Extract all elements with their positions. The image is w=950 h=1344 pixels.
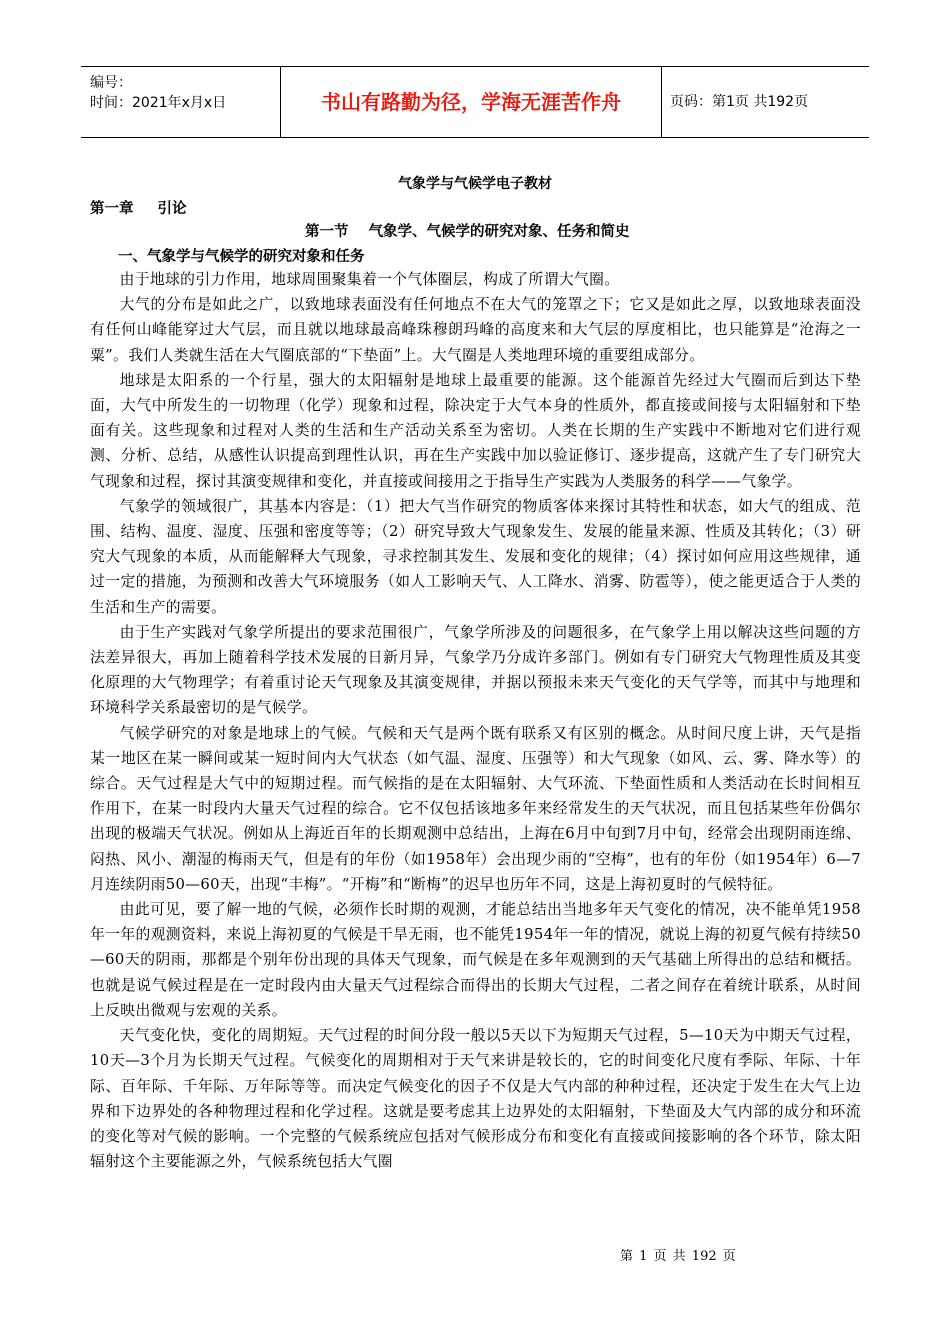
date-label: 时间：2021年x月x日: [90, 95, 227, 111]
paragraph: 由于生产实践对气象学所提出的要求范围很广，气象学所涉及的问题很多，在气象学上用以解决这些问题的方法差异很大，再加上随着科学技术发展的日新月异，气象学乃分成许多部门。例如有专门研究大气物理性质及其变化原理的大气物理学；有着重讨论天气现象及其演变规律，并据以预报未来天气变化的天气学等，而其中与地理和环境科学关系最密切的是气候学。: [90, 623, 861, 717]
chapter-heading: [90, 197, 187, 218]
section-heading: [305, 220, 630, 241]
body-text: [90, 267, 861, 1174]
paragraph: 大气的分布是如此之广，以致地球表面没有任何地点不在大气的笼罩之下；它又是如此之厚，以致地球表面没有任何山峰能穿过大气层，而且就以地球最高峰珠穆朗玛峰的高度来和大气层的厚度相比，也只能算是“沧海之一粟”。我们人类就生活在大气圈底部的“下垫面”上。大气圈是人类地理环境的重要组成部分。: [90, 296, 861, 364]
header-motto: 书山有路勤为径，学海无涯苦作舟: [321, 90, 621, 114]
paragraph: 地球是太阳系的一个行星，强大的太阳辐射是地球上最重要的能源。这个能源首先经过大气圈而后到达下垫面，大气中所发生的一切物理（化学）现象和过程，除决定于大气本身的性质外，都直接或间接与太阳辐射和下垫面有关。这些现象和过程对人类的生活和生产活动关系至为密切。人类在长期的生产实践中不断地对它们进行观测、分析、总结，从感性认识提高到理性认识，再在生产实践中加以验证修订、逐步提高，这就产生了专门研究大气现象和过程，探讨其演变规律和变化，并直接或间接用之于指导生产实践为人类服务的科学——气象学。: [90, 371, 861, 490]
paragraph: 由于地球的引力作用，地球周围聚集着一个气体圈层，构成了所谓大气圈。: [119, 271, 620, 288]
section-number: 第一节: [305, 224, 349, 240]
subheading: 一、气象学与气候学的研究对象和任务: [118, 249, 365, 265]
header-meta: [81, 67, 280, 137]
header-page-info: 页码：第1页 共192页: [670, 94, 809, 110]
chapter-name: 引论: [157, 201, 187, 217]
paragraph: 气象学的领域很广，其基本内容是：（1）把大气当作研究的物质客体来探讨其特性和状态，如大气的组成、范围、结构、温度、湿度、压强和密度等等；（2）研究导致大气现象发生、发展的能量来源、性质及其转化；（3）研究大气现象的本质，从而能解释大气现象，寻求控制其发生、发展和变化的规律；（4）探讨如何应用这些规律，通过一定的措施，为预测和改善大气环境服务（如人工影响天气、人工降水、消雾、防雹等），使之能更适合于人类的生活和生产的需要。: [90, 497, 861, 616]
paragraph: 由此可见，要了解一地的气候，必须作长时期的观测，才能总结出当地多年天气变化的情况，决不能单凭1958年一年的观测资料，来说上海初夏的气候是干旱无雨，也不能凭1954年一年的情况，就说上海的初夏气候有持续50—60天的阴雨，那都是个别年份出现的具体天气现象，而气候是在多年观测到的天气基础上所得出的总结和概括。也就是说气候过程是在一定时段内由大量天气过程综合而得出的长期大气过程，二者之间存在着统计联系，从时间上反映出微观与宏观的关系。: [90, 901, 861, 1019]
header-table: [81, 66, 869, 138]
paragraph: 气候学研究的对象是地球上的气候。气候和天气是两个既有联系又有区别的概念。从时间尺度上讲，天气是指某一地区在某一瞬间或某一短时间内大气状态（如气温、湿度、压强等）和大气现象（如风、云、雾、降水等）的综合。天气过程是大气中的短期过程。而气候指的是在太阳辐射、大气环流、下垫面性质和人类活动在长时间相互作用下，在某一时段内大量天气过程的综合。它不仅包括该地多年来经常发生的天气状况，而且包括某些年份偶尔出现的极端天气状况。例如从上海近百年的长期观测中总结出，上海在6月中旬到7月中旬，经常会出现阴雨连绵、闷热、风小、潮湿的梅雨天气，但是有的年份（如1958年）会出现少雨的“空梅”，也有的年份（如1954年）6—7月连续阴雨50—60天，出现“丰梅”。“开梅”和“断梅”的迟早也历年不同，这是上海初夏时的气候特征。: [90, 724, 861, 893]
chapter-number: 第一章: [90, 201, 134, 217]
section-name: 气象学、气候学的研究对象、任务和简史: [368, 224, 630, 240]
page-footer: 第 1 页 共 192 页: [620, 1249, 736, 1264]
paragraph: 天气变化快，变化的周期短。天气过程的时间分段一般以5天以下为短期天气过程，5—10天为中期天气过程，10天—3个月为长期天气过程。气候变化的周期相对于天气来讲是较长的，它的时间变化尺度有季际、年际、十年际、百年际、千年际、万年际等等。而决定气候变化的因子不仅是大气内部的种种过程，还决定于发生在大气上边界和下边界处的各种物理过程和化学过程。这就是要考虑其上边界处的太阳辐射，下垫面及大气内部的成分和环流的变化等对气候的影响。一个完整的气候系统应包括对气候形成分布和变化有直接或间接影响的各个环节，除太阳辐射这个主要能源之外，气候系统包括大气圈: [90, 1027, 861, 1171]
document-title: 气象学与气候学电子教材: [398, 176, 552, 192]
serial-label: 编号：: [90, 75, 132, 91]
